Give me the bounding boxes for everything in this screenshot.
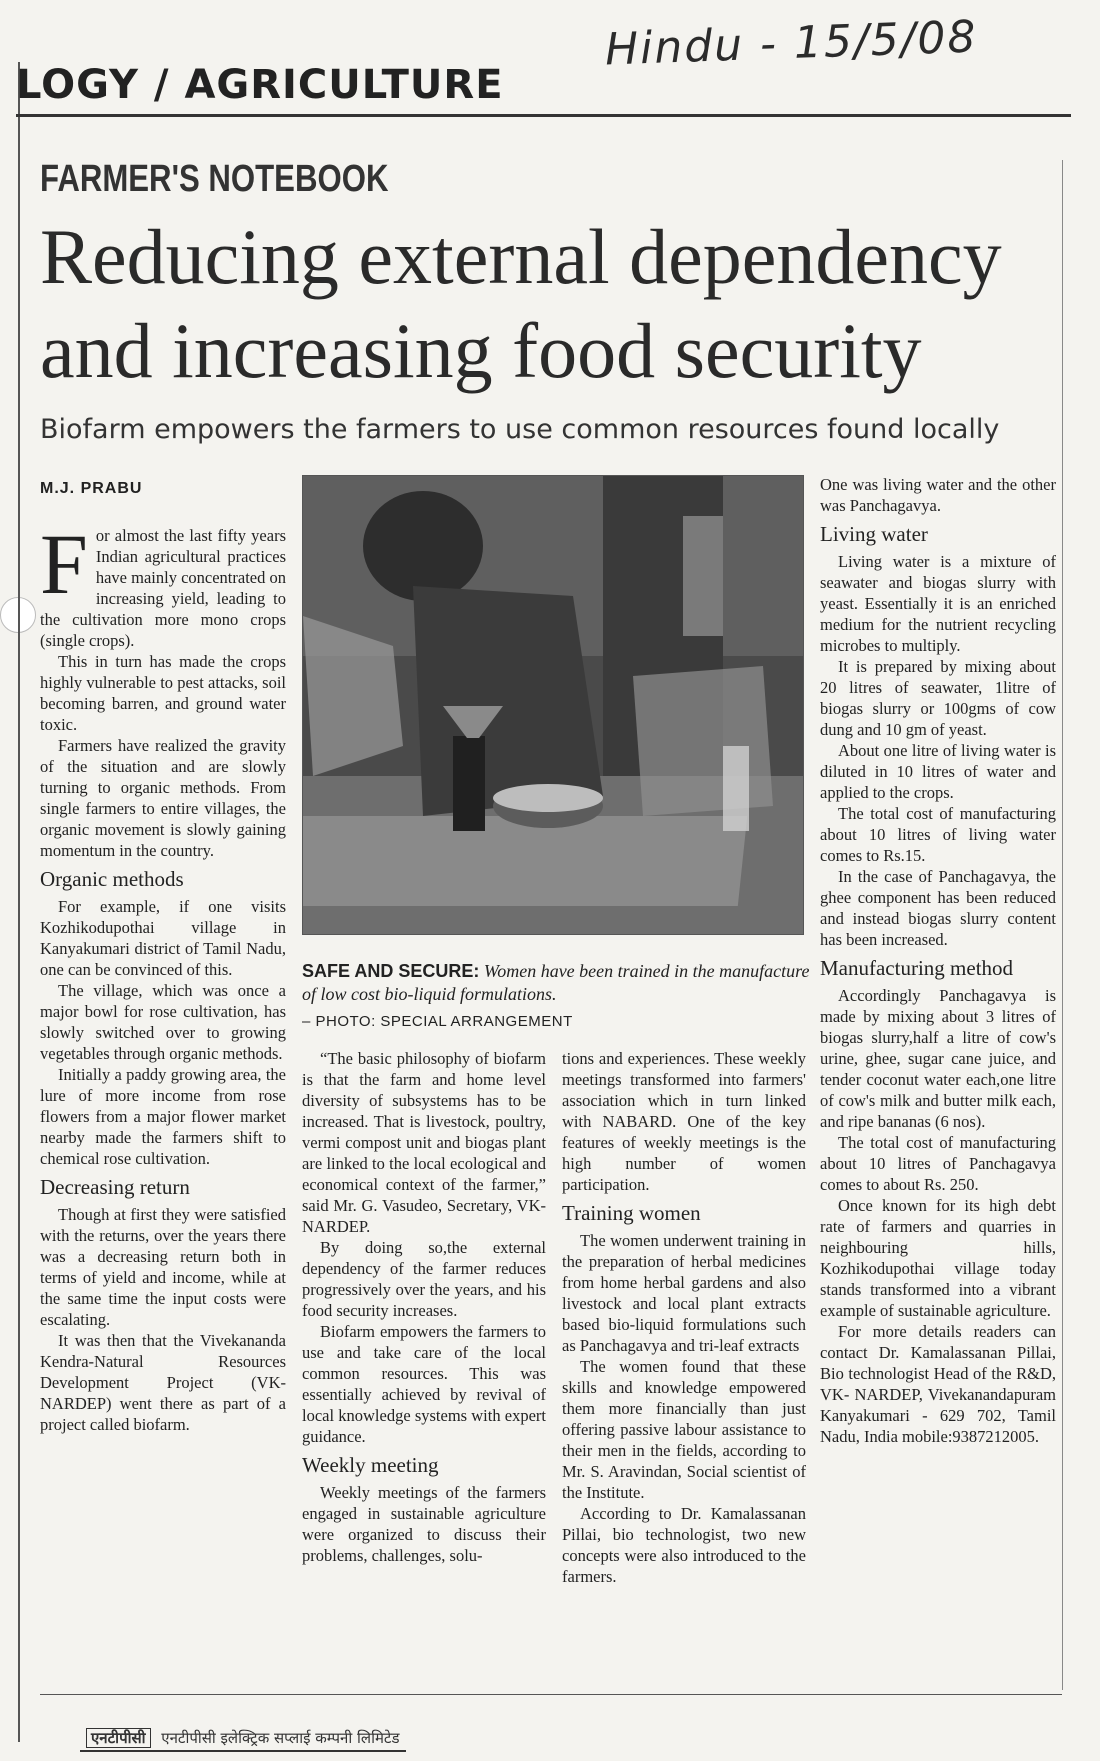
paragraph: By doing so,the external dependency of the farmer reduces progressively over the years, and his food security increases.: [302, 1238, 546, 1320]
paragraph: This in turn has made the crops highly vulnerable to pest attacks, soil becoming barren, and ground water toxic.: [40, 652, 286, 734]
paragraph: One was living water and the other was Panchagavya.: [820, 475, 1056, 515]
paragraph: For almost the last fifty years Indian agricultural practices have mainly concentrated on increasing yield, leading to the cultivation more mono crops (single crops).: [40, 516, 286, 650]
paragraph: In the case of Panchagavya, the ghee component has been reduced and instead biogas slurry content has been increased.: [820, 867, 1056, 949]
section-rule: [16, 114, 1071, 117]
paragraph: Weekly meetings of the farmers engaged in sustainable agriculture were organized to discuss their problems, challenges, solu-: [302, 1483, 546, 1565]
handwritten-date-note: Hindu - 15/5/08: [604, 11, 979, 76]
footer-text: एनटीपीसी इलेक्ट्रिक सप्लाई कम्पनी लिमिटेड: [161, 1729, 400, 1747]
photo-caption: [302, 960, 822, 1033]
paragraph: Though at first they were satisfied with the returns, over the years there was a decreasing return both in terms of yield and income, while at the same time the input costs were escalating.: [40, 1205, 286, 1329]
paragraph: For example, if one visits Kozhikodupothai village in Kanyakumari district of Tamil Nadu, one can be convinced of this.: [40, 897, 286, 979]
paragraph: About one litre of living water is diluted in 10 litres of water and applied to the crops.: [820, 741, 1056, 802]
paragraph: The total cost of manufacturing about 10 litres of Panchagavya comes to about Rs. 250.: [820, 1133, 1056, 1194]
paragraph: The village, which was once a major bowl for rose cultivation, has slowly switched over to growing vegetables through organic methods.: [40, 981, 286, 1063]
paragraph: The total cost of manufacturing about 10 litres of living water comes to Rs.15.: [820, 804, 1056, 865]
subhead-manufacturing-method: Manufacturing method: [820, 956, 1014, 980]
kicker-label: FARMER'S NOTEBOOK: [40, 158, 389, 200]
paragraph: tions and experiences. These weekly meetings transformed into farmers' association which in turn linked with NABARD. One of the key features of weekly meetings is the high number of women participation.: [562, 1049, 806, 1194]
section-heading: LOGY / AGRICULTURE: [16, 62, 504, 108]
subhead-weekly-meeting: Weekly meeting: [302, 1453, 439, 1477]
paragraph: “The basic philosophy of biofarm is that the farm and home level diversity of subsystems has to be increased. That is livestock, poultry, vermi compost unit and biogas plant are linked to the local ecological and economical context of the farmer,” said Mr. G. Vasudeo, Secretary, VK- NARDEP.: [302, 1049, 546, 1236]
paragraph: For more details readers can contact Dr. Kamalassanan Pillai, Bio technologist Head of the R&D, VK- NARDEP, Vivekanandapuram Kanyakumari - 629 702, Tamil Nadu, India mobile:9387212005.: [820, 1322, 1056, 1446]
paragraph: Farmers have realized the gravity of the situation and are slowly turning to organic methods. From single farmers to entire villages, the organic movement is slowly gaining momentum in the country.: [40, 736, 286, 860]
subhead-living-water: Living water: [820, 522, 928, 546]
left-border-rule: [18, 62, 20, 1742]
photo-illustration: [303, 476, 803, 934]
drop-cap: F: [40, 516, 88, 612]
footer-logo: एनटीपीसी: [86, 1728, 151, 1748]
article-column-2: [302, 1048, 546, 1566]
paragraph: Biofarm empowers the farmers to use and take care of the local common resources. This was essentially achieved by revival of local knowledge systems with expert guidance.: [302, 1322, 546, 1446]
footer-advert-strip: [80, 1728, 406, 1752]
article-photo: [302, 475, 804, 935]
right-border-rule: [1062, 160, 1063, 1690]
subhead-training-women: Training women: [562, 1201, 701, 1225]
caption-title: SAFE AND SECURE:: [302, 961, 480, 981]
paragraph: It was then that the Vivekananda Kendra-Natural Resources Development Project (VK-NARDEP) went there as part of a project called biofarm.: [40, 1331, 286, 1434]
paragraph: Living water is a mixture of seawater and biogas slurry with yeast. Essentially it is an enriched medium for the nutrient recycling microbes to multiply.: [820, 552, 1056, 655]
paragraph: The women found that these skills and knowledge empowered them more financially than just offering passive labour assistance to their men in the fields, according to Mr. S. Aravindan, Social scientist of the Institute.: [562, 1357, 806, 1502]
paragraph: According to Dr. Kamalassanan Pillai, bio technologist, two new concepts were also introduced to the farmers.: [562, 1504, 806, 1586]
paragraph: The women underwent training in the preparation of herbal medicines from home herbal gardens and also livestock and local plant extracts based bio-liquid formulations such as Panchagavya and tri-leaf extracts: [562, 1231, 806, 1355]
caption-text: Women have been trained in the manufacture of low cost bio-liquid formulations.: [302, 961, 810, 1004]
paragraph: It is prepared by mixing about 20 litres of seawater, 1litre of biogas slurry or 100gms of cow dung and 10 gm of yeast.: [820, 657, 1056, 739]
headline: Reducing external dependency and increasing food security: [40, 213, 1002, 394]
article-column-1: [40, 478, 286, 1435]
paragraph: Initially a paddy growing area, the lure of more income from rose flowers from a major flower market nearby made the farmers shift to chemical rose cultivation.: [40, 1065, 286, 1168]
subhead-decreasing-return: Decreasing return: [40, 1175, 190, 1199]
deck-subheadline: Biofarm empowers the farmers to use common resources found locally: [40, 414, 1000, 445]
bottom-rule: [40, 1694, 1062, 1695]
paragraph: Once known for its high debt rate of farmers and quarries in neighbouring hills, Kozhikodupothai village today stands transformed into a vibrant example of sustainable agriculture.: [820, 1196, 1056, 1320]
paragraph: Accordingly Panchagavya is made by mixing about 3 litres of biogas slurry,half a litre of cow's urine, ghee, sugar cane juice, and tender coconut water each,one litre of cow's milk and butter milk each, and ripe bananas (6 nos).: [820, 986, 1056, 1131]
article-column-3: [562, 1048, 806, 1587]
article-column-4: [820, 474, 1056, 1447]
photo-credit: – PHOTO: SPECIAL ARRANGEMENT: [302, 1013, 573, 1030]
subhead-organic-methods: Organic methods: [40, 867, 184, 891]
byline: M.J. PRABU: [40, 480, 143, 497]
